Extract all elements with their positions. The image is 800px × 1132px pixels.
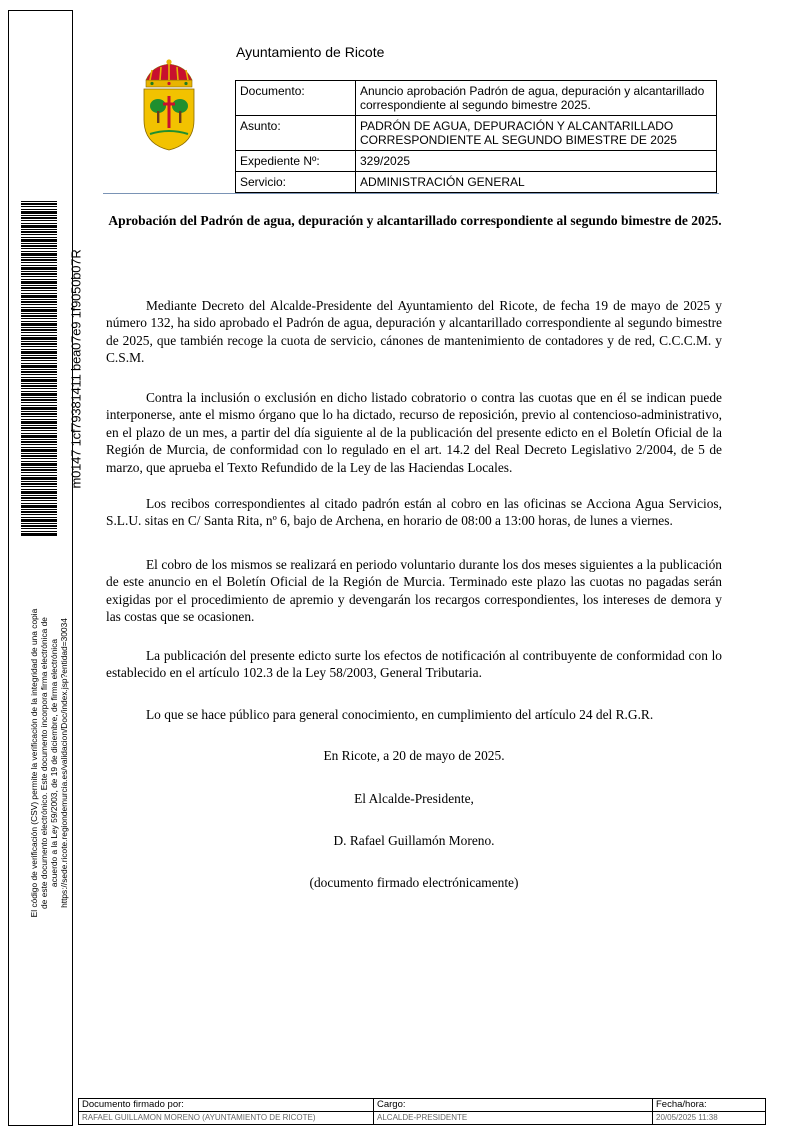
document-info-table xyxy=(235,80,717,193)
info-row-documento xyxy=(236,81,717,116)
paragraph-collection-period: El cobro de los mismos se realizará en periodo voluntario durante los dos meses siguientes a la publicación de este anuncio en el Boletín Oficial de la Región de Murcia. Terminado este plazo las cuotas no pagadas serán exigidas por el procedimiento de apremio y devengarán los recargos correspondientes, los intereses de demora y las costas que se ocasionen. xyxy=(106,557,722,625)
place-date: En Ricote, a 20 de mayo de 2025. xyxy=(323,748,505,763)
info-value: PADRÓN DE AGUA, DEPURACIÓN Y ALCANTARILLADO CORRESPONDIENTE AL SEGUNDO BIMESTRE DE 2025 xyxy=(356,116,717,151)
signed-note: (documento firmado electrónicamente) xyxy=(309,875,519,890)
paragraph-decree: Mediante Decreto del Alcalde-Presidente del Ayuntamiento del Ricote, de fecha 19 de mayo de 2025 y número 132, ha sido aprobado el Padrón de agua, depuración y alcantarillado correspondiente al segundo bimestre de 2025, que también recoge la cuota de servicio, cánones de mantenimiento de contadores y de red, C.C.C.M. y C.S.M. xyxy=(106,298,722,366)
document-title: Aprobación del Padrón de agua, depuración y alcantarillado correspondiente al segundo bimestre de 2025. xyxy=(108,213,722,228)
signer-name: D. Rafael Guillamón Moreno. xyxy=(333,833,495,848)
paragraph-notification: La publicación del presente edicto surte los efectos de notificación al contribuyente de conformidad con lo establecido en el artículo 102.3 de la Ley 58/2003, General Tributaria. xyxy=(106,648,722,681)
position-value: ALCALDE-PRESIDENTE xyxy=(374,1112,653,1125)
info-row-asunto xyxy=(236,116,717,151)
datetime-label: Fecha/hora: xyxy=(653,1099,766,1112)
coat-of-arms-icon xyxy=(138,58,200,152)
signed-by-value: RAFAEL GUILLAMON MORENO (AYUNTAMIENTO DE RICOTE) xyxy=(79,1112,374,1125)
info-value: ADMINISTRACIÓN GENERAL xyxy=(356,172,717,193)
info-key: Expediente Nº: xyxy=(236,151,356,172)
datetime-value: 20/05/2025 11:38 xyxy=(653,1112,766,1125)
paragraph-payment-office: Los recibos correspondientes al citado padrón están al cobro en las oficinas se Acciona Agua Servicios, S.L.U. sitas en C/ Santa Rita, nº 6, bajo de Archena, en horario de 08:00 a 13:00 horas, de lunes a viernes. xyxy=(106,496,722,529)
csv-verification-strip xyxy=(8,10,84,1126)
organization-name: Ayuntamiento de Ricote xyxy=(236,44,385,60)
info-key: Documento: xyxy=(236,81,356,116)
signature-table xyxy=(78,1098,766,1125)
info-value: Anuncio aprobación Padrón de agua, depuración y alcantarillado correspondiente al segundo bimestre 2025. xyxy=(356,81,717,116)
position-label: Cargo: xyxy=(374,1099,653,1112)
paragraph-appeal: Contra la inclusión o exclusión en dicho listado cobratorio o contra las cuotas que en él se indican puede interponerse, ante el mismo órgano que lo ha dictado, recurso de reposición, previo al contencioso-administrativo, en el plazo de un mes, a partir del día siguiente al de la publicación del presente edicto en el Boletín Oficial de la Región de Murcia, de conformidad con lo regulado en el art. 14.2 del Real Decreto Legislativo 2/2004, de 5 de marzo, que aprueba el Texto Refundido de la Ley de las Haciendas Locales. xyxy=(106,390,722,475)
paragraph-publication: Lo que se hace público para general conocimiento, en cumplimiento del artículo 24 del R.G.R. xyxy=(146,707,654,722)
info-row-servicio xyxy=(236,172,717,193)
info-row-expediente xyxy=(236,151,717,172)
info-value: 329/2025 xyxy=(356,151,717,172)
signed-by-label: Documento firmado por: xyxy=(79,1099,374,1112)
barcode xyxy=(21,201,57,537)
info-key: Servicio: xyxy=(236,172,356,193)
csv-code: m0147 1cf79381411 bea07e9 1f9050b07R xyxy=(68,249,84,489)
info-key: Asunto: xyxy=(236,116,356,151)
signer-role: El Alcalde-Presidente, xyxy=(354,791,474,806)
header-divider xyxy=(103,193,719,194)
verification-note: El código de verificación (CSV) permite la verificación de la integridad de una copia de este documento electrónico. Este documento incorpora firma electrónica de acuerdo a la Ley 59/2003, de 19 de diciembre, de firma electrónica https://sede.ricote.regiondemurcia.es/validacion/Doc/index.jsp?entidad=30034 xyxy=(29,608,69,918)
